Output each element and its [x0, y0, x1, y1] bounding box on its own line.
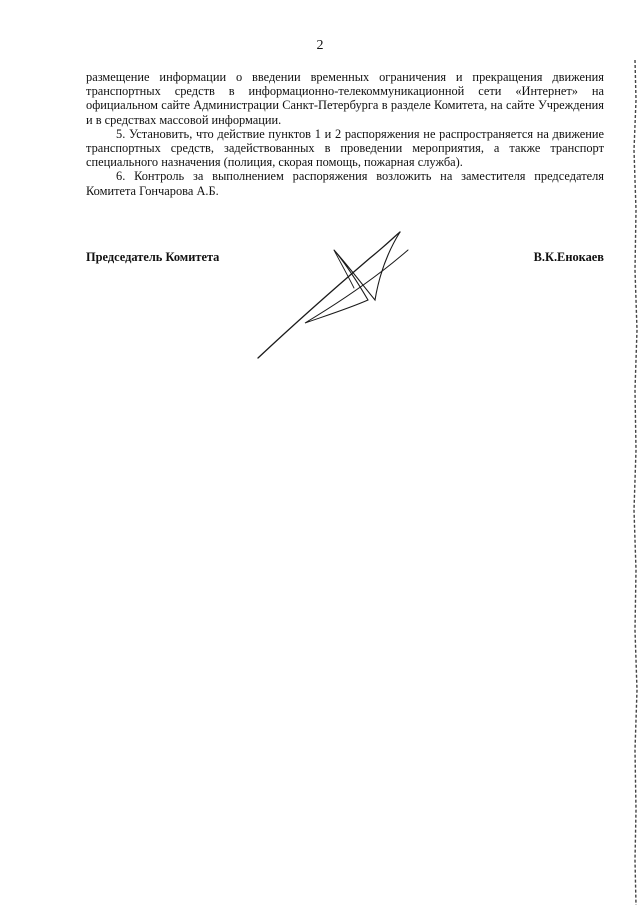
signer-title: Председатель Комитета [86, 250, 220, 264]
document-body [86, 70, 604, 198]
paragraph-6: 6. Контроль за выполнением распоряжения возложить на заместителя председателя Комитета Гончарова А.Б. [86, 169, 604, 198]
handwritten-signature-icon [250, 228, 420, 363]
scan-edge-shadow [633, 60, 638, 905]
page-number: 2 [316, 38, 324, 53]
paragraph-5: 5. Установить, что действие пунктов 1 и 2 распоряжения не распространяется на движение транспортных средств, задействованных в проведении мероприятия, а также транспорт специального назначения (полиция, скорая помощь, пожарная служба). [86, 126, 604, 170]
signer-name: В.К.Енокаев [533, 250, 604, 264]
paragraph-continued: размещение информации о введении временных ограничения и прекращения движения транспортных средств в информационно-телекоммуникационной сети «Интернет» на официальном сайте Администрации Санкт-Петербурга в разделе Комитета, на сайте Учреждения и в средствах массовой информации. [86, 70, 604, 127]
